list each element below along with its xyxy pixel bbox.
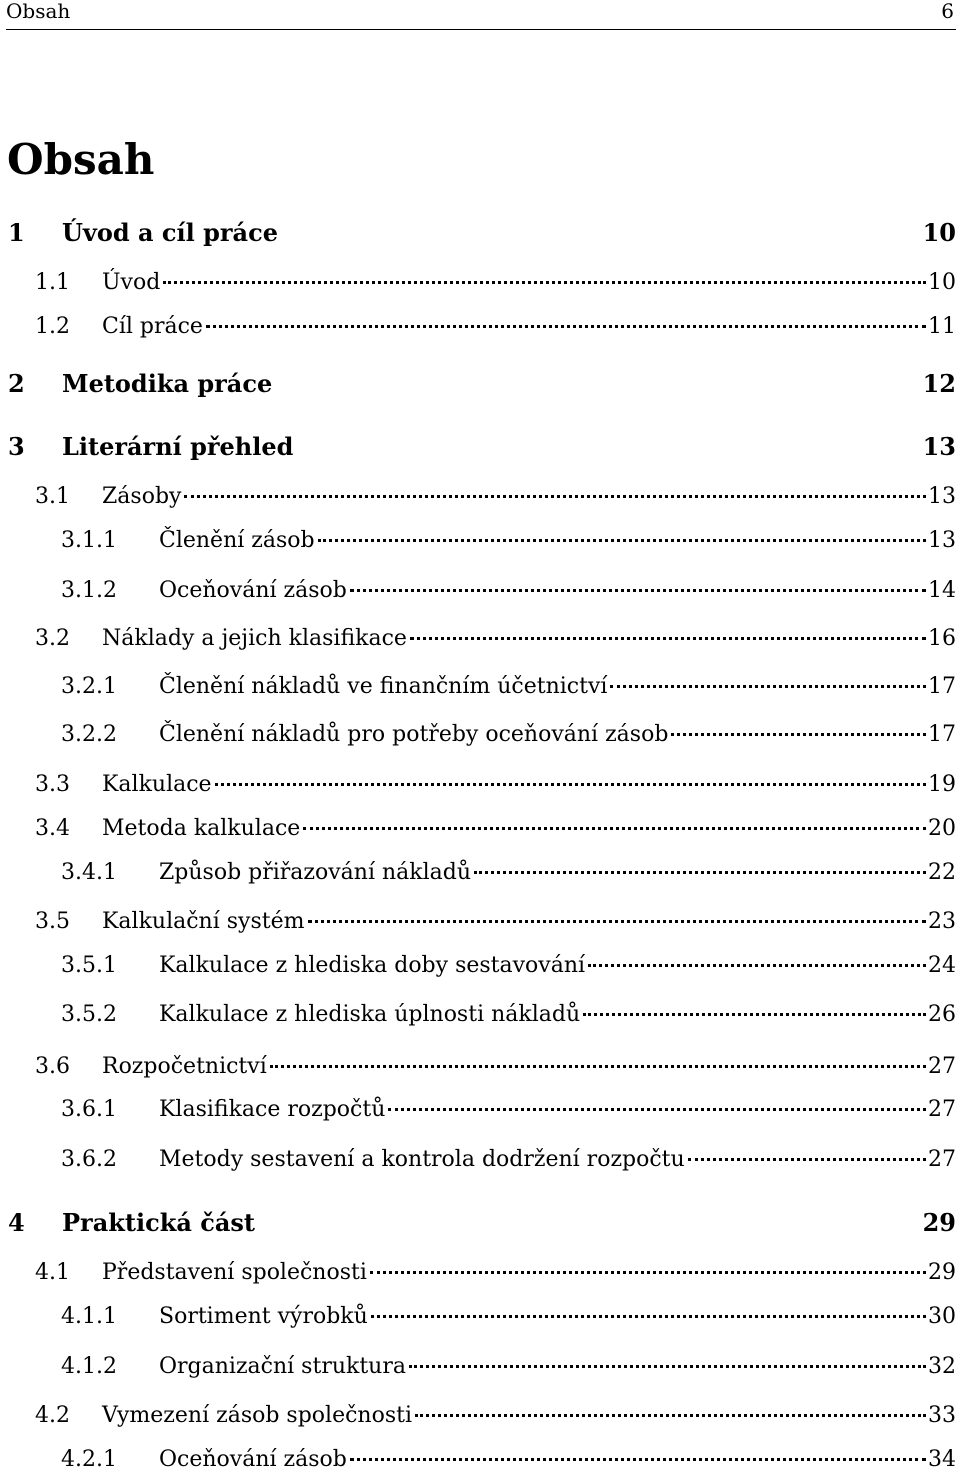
toc-entry-page: 26 <box>928 1002 956 1027</box>
toc-entry[interactable] <box>0 857 956 889</box>
toc-entry-title: Úvod <box>102 270 161 295</box>
toc-chapter[interactable] <box>0 368 956 400</box>
toc-entry-number: 3.5.1 <box>61 953 117 978</box>
toc-dot-leader <box>350 588 926 592</box>
toc-dot-leader <box>610 684 926 688</box>
toc-entry-page: 12 <box>922 369 956 398</box>
toc-dot-leader <box>410 636 926 640</box>
toc-entry-number: 3 <box>8 432 25 461</box>
toc-entry-page: 19 <box>928 772 956 797</box>
toc-entry[interactable] <box>0 1144 956 1176</box>
toc-entry[interactable] <box>0 950 956 982</box>
toc-entry[interactable] <box>0 575 956 607</box>
toc-dot-leader <box>184 494 926 498</box>
toc-entry-page: 10 <box>928 270 956 295</box>
toc-entry-title: Metodika práce <box>62 369 273 398</box>
toc-entry-title: Kalkulace <box>102 772 212 797</box>
toc-entry-number: 3.2.1 <box>61 674 117 699</box>
toc-entry-number: 4 <box>8 1208 25 1237</box>
toc-entry-number: 3.4.1 <box>61 860 117 885</box>
toc-entry-number: 1.2 <box>35 314 70 339</box>
toc-chapter[interactable] <box>0 217 956 249</box>
toc-dot-leader <box>474 870 926 874</box>
toc-entry-page: 10 <box>922 218 956 247</box>
toc-dot-leader <box>163 280 926 284</box>
toc-dot-leader <box>215 782 926 786</box>
toc-entry-title: Cíl práce <box>102 314 203 339</box>
running-header-page-number: 6 <box>941 0 954 23</box>
toc-entry[interactable] <box>0 719 956 751</box>
toc-entry[interactable] <box>0 525 956 557</box>
toc-entry-title: Představení společnosti <box>102 1260 367 1285</box>
toc-entry-page: 13 <box>928 484 956 509</box>
toc-entry-number: 3.3 <box>35 772 70 797</box>
toc-entry[interactable] <box>0 1400 956 1432</box>
toc-entry-number: 3.6 <box>35 1054 70 1079</box>
toc-entry-page: 23 <box>928 909 956 934</box>
toc-dot-leader <box>409 1364 926 1368</box>
toc-entry[interactable] <box>0 1257 956 1289</box>
toc-entry-number: 3.1.2 <box>61 578 117 603</box>
toc-entry[interactable] <box>0 1051 956 1083</box>
toc-entry-number: 2 <box>8 369 25 398</box>
toc-entry-title: Sortiment výrobků <box>159 1304 368 1329</box>
toc-entry-number: 4.1.2 <box>61 1354 117 1379</box>
toc-entry-title: Metody sestavení a kontrola dodržení rozpočtu <box>159 1147 685 1172</box>
toc-entry-title: Úvod a cíl práce <box>62 218 278 247</box>
toc-dot-leader <box>388 1107 926 1111</box>
toc-entry-title: Zásoby <box>102 484 182 509</box>
toc-entry-page: 11 <box>928 314 956 339</box>
toc-entry-title: Členění nákladů pro potřeby oceňování zásob <box>159 722 669 747</box>
toc-entry-number: 3.6.2 <box>61 1147 117 1172</box>
toc-entry-page: 29 <box>928 1260 956 1285</box>
toc-entry-page: 30 <box>928 1304 956 1329</box>
toc-entry-page: 27 <box>928 1147 956 1172</box>
toc-dot-leader <box>688 1157 926 1161</box>
toc-dot-leader <box>415 1413 926 1417</box>
toc-entry-number: 3.1 <box>35 484 70 509</box>
toc-entry-number: 4.1 <box>35 1260 70 1285</box>
toc-entry-title: Oceňování zásob <box>159 578 347 603</box>
toc-entry[interactable] <box>0 1094 956 1126</box>
toc-entry-title: Oceňování zásob <box>159 1447 347 1472</box>
toc-entry[interactable] <box>0 1444 956 1476</box>
toc-entry[interactable] <box>0 769 956 801</box>
toc-entry-number: 3.5.2 <box>61 1002 117 1027</box>
toc-dot-leader <box>308 919 927 923</box>
toc-entry-page: 32 <box>928 1354 956 1379</box>
toc-dot-leader <box>350 1457 926 1461</box>
toc-entry-number: 4.2.1 <box>61 1447 117 1472</box>
toc-entry[interactable] <box>0 906 956 938</box>
toc-entry-page: 33 <box>928 1403 956 1428</box>
toc-dot-leader <box>370 1270 926 1274</box>
toc-entry[interactable] <box>0 1301 956 1333</box>
toc-entry-title: Kalkulace z hlediska úplnosti nákladů <box>159 1002 581 1027</box>
toc-entry-title: Metoda kalkulace <box>102 816 301 841</box>
toc-entry[interactable] <box>0 481 956 513</box>
toc-dot-leader <box>583 1012 926 1016</box>
toc-chapter[interactable] <box>0 1207 956 1239</box>
toc-entry-page: 24 <box>928 953 956 978</box>
toc-entry-page: 27 <box>928 1097 956 1122</box>
toc-entry[interactable] <box>0 671 956 703</box>
toc-chapter[interactable] <box>0 431 956 463</box>
toc-entry-page: 20 <box>928 816 956 841</box>
toc-entry-number: 3.5 <box>35 909 70 934</box>
toc-entry-page: 27 <box>928 1054 956 1079</box>
toc-entry-page: 13 <box>922 432 956 461</box>
toc-entry-title: Rozpočetnictví <box>102 1054 267 1079</box>
toc-entry-number: 4.1.1 <box>61 1304 117 1329</box>
toc-entry-title: Kalkulace z hlediska doby sestavování <box>159 953 586 978</box>
toc-dot-leader <box>270 1064 926 1068</box>
toc-entry-page: 16 <box>928 626 956 651</box>
toc-entry[interactable] <box>0 311 956 343</box>
toc-entry-number: 1.1 <box>35 270 70 295</box>
toc-dot-leader <box>318 538 926 542</box>
toc-entry-title: Literární přehled <box>62 432 294 461</box>
toc-entry-number: 1 <box>8 218 25 247</box>
toc-dot-leader <box>206 324 926 328</box>
toc-entry-page: 29 <box>922 1208 956 1237</box>
toc-entry-number: 3.2 <box>35 626 70 651</box>
toc-entry-title: Členění nákladů ve finančním účetnictví <box>159 674 608 699</box>
toc-entry-number: 4.2 <box>35 1403 70 1428</box>
toc-entry-title: Kalkulační systém <box>102 909 305 934</box>
toc-entry-page: 14 <box>928 578 956 603</box>
toc-entry-number: 3.2.2 <box>61 722 117 747</box>
toc-entry-title: Klasifikace rozpočtů <box>159 1097 386 1122</box>
toc-entry-number: 3.1.1 <box>61 528 117 553</box>
running-header-section: Obsah <box>6 0 71 23</box>
toc-entry-title: Členění zásob <box>159 528 315 553</box>
toc-entry[interactable] <box>0 1351 956 1383</box>
toc-entry-page: 17 <box>928 722 956 747</box>
toc-entry-page: 34 <box>928 1447 956 1472</box>
toc-entry-title: Způsob přiřazování nákladů <box>159 860 472 885</box>
toc-entry[interactable] <box>0 267 956 299</box>
toc-entry-number: 3.6.1 <box>61 1097 117 1122</box>
toc-entry[interactable] <box>0 623 956 655</box>
toc-entry-title: Vymezení zásob společnosti <box>102 1403 413 1428</box>
toc-entry-title: Náklady a jejich klasifikace <box>102 626 407 651</box>
toc-dot-leader <box>671 732 926 736</box>
toc-entry-page: 13 <box>928 528 956 553</box>
toc-entry[interactable] <box>0 999 956 1031</box>
page-title: Obsah <box>7 135 155 184</box>
toc-dot-leader <box>588 963 926 967</box>
toc-entry-title: Praktická část <box>62 1208 255 1237</box>
toc-entry-title: Organizační struktura <box>159 1354 406 1379</box>
toc-entry-number: 3.4 <box>35 816 70 841</box>
toc-entry-page: 22 <box>928 860 956 885</box>
toc-entry-page: 17 <box>928 674 956 699</box>
toc-dot-leader <box>303 826 926 830</box>
toc-dot-leader <box>371 1314 926 1318</box>
toc-entry[interactable] <box>0 813 956 845</box>
